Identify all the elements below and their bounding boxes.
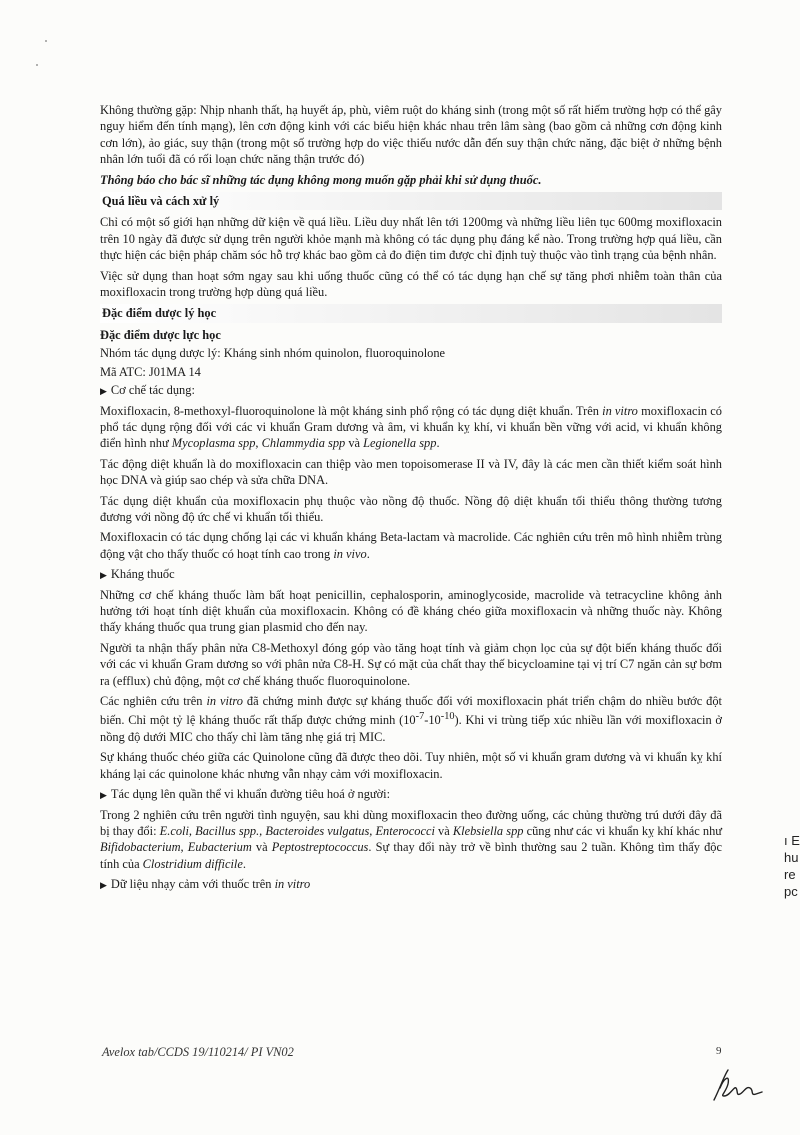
handwritten-initials-signature [706,1066,766,1106]
pharmacologic-group: Nhóm tác dụng dược lý: Kháng sinh nhóm quinolon, fluoroquinolone [100,346,446,361]
warning-note: Thông báo cho bác sĩ những tác dụng không mong muốn gặp phải khi sử dụng thuốc. [100,172,542,187]
atc-code: Mã ATC: J01MA 14 [100,364,201,379]
paragraph-mechanism-3: Tác dụng diệt khuẩn của moxifloxacin phụ thuộc vào nồng độ thuốc. Nồng độ diệt khuẩn tối thiểu thông thường tương đương với nồng độ ức chế vi khuẩn tối thiểu. [100,493,722,524]
paragraph-side-effects: Không thường gặp: Nhịp nhanh thất, hạ huyết áp, phù, viêm ruột do kháng sinh (trong một số rất hiếm trường hợp có thể gây nguy hiểm đến tính mạng), lên cơn động kinh với các biểu hiện khác nhau trên lâm sàng (bao gồm cả những cơn động kinh cơn lớn), ảo giác, suy thận (trong một số trường hợp do việc thiếu nước dẫn đến suy thận chức năng, đặc biệt ở những bệnh nhân lớn tuổi đã có rối loạn chức năng thận trước đó) [100,103,722,167]
triangle-bullet-icon: ▶ [100,570,107,581]
paragraph-overdose-2: Việc sử dụng than hoạt sớm ngay sau khi uống thuốc cũng có thể có tác dụng hạn chế sự tăng phơi nhiễm toàn thân của moxifloxacin trong trường hợp dùng quá liều. [100,268,722,300]
document-footer: Avelox tab/CCDS 19/110214/ PI VN02 [102,1045,294,1059]
bullet-mechanism: ▶ Cơ chế tác dụng: [100,383,195,398]
bullet-resistance: ▶ Kháng thuốc [100,567,175,582]
triangle-bullet-icon: ▶ [100,790,107,801]
subsection-heading-pharmacodynamics: Đặc điểm dược lực học [100,327,221,342]
triangle-bullet-icon: ▶ [100,386,107,397]
document-page [100,102,722,897]
bleed-text-line: pc [784,884,798,899]
bullet-in-vitro-sensitivity: ▶ Dữ liệu nhạy cảm với thuốc trên in vitro [100,877,311,892]
paragraph-mechanism-1: Moxifloxacin, 8-methoxyl-fluoroquinolone là một kháng sinh phổ rộng có tác dụng diệt khuẩn. Trên in vitro moxifloxacin có phổ tác dụng rộng đối với các vi khuẩn Gram dương và âm, vi khuẩn kỵ khí, vi khuẩn bền vững với acid, vi khuẩn không điển hình như Mycoplasma spp, Chlammydia spp và Legionella spp. [100,403,722,451]
bullet-gut-flora: ▶ Tác dụng lên quần thể vi khuẩn đường tiêu hoá ở người: [100,787,391,802]
paragraph-resistance-3: Các nghiên cứu trên in vitro đã chứng minh được sự kháng thuốc đối với moxifloxacin phát triển chậm do nhiều bước đột biến. Chỉ một tỷ lệ kháng thuốc rất thấp được chứng minh $(10^{-7}-10^{-10})$. Khi vi trùng tiếp xúc nhiều lần với moxifloxacin ở nồng độ dưới MIC cho thấy chỉ làm tăng nhẹ giá trị MIC. [100,694,722,744]
bleed-text-line: hu [784,850,799,865]
bleed-text-line: ı E [784,833,800,848]
bleed-text-line: re [784,867,796,882]
paragraph-gut-flora: Trong 2 nghiên cứu trên người tình nguyện, sau khi dùng moxifloxacin theo đường uống, các chủng thường trú dưới đây đã bị thay đổi: E.coli, Bacillus spp., Bacteroides vulgatus, Enterococci và Klebsiella spp cũng như các vi khuẩn kỵ khí khác như Bifidobacterium, Eubacterium và Peptostreptococcus. Sự thay đổi này trở về bình thường sau 2 tuần. Không tìm thấy độc tính của Clostridium difficile. [100,807,723,871]
paragraph-mechanism-4: Moxifloxacin có tác dụng chống lại các vi khuẩn kháng Beta-lactam và macrolide. Các nghiên cứu trên mô hình nhiễm trùng động vật cho thấy thuốc có hoạt tính cao trong in vivo. [100,530,722,561]
scan-speck [36,64,38,66]
paragraph-mechanism-2: Tác động diệt khuẩn là do moxifloxacin can thiệp vào men topoisomerase II và IV, đây là các men cần thiết kiểm soát hình học DNA và giúp sao chép và sửa chữa DNA. [100,456,722,488]
paragraph-resistance-1: Những cơ chế kháng thuốc làm bất hoạt penicillin, cephalosporin, aminoglycoside, macrolide và tetracycline không ảnh hưởng tới hoạt tính diệt khuẩn của moxifloxacin. Không có đề kháng chéo giữa moxifloxacin và những thuốc này. Không thấy kháng thuốc qua trung gian plasmid cho đến nay. [100,587,722,635]
page-number: 9 [716,1045,722,1057]
paragraph-overdose-1: Chỉ có một số giới hạn những dữ kiện về quá liều. Liều duy nhất lên tới 1200mg và những liều liên tục 600mg moxifloxacin trên 10 ngày đã được sử dụng trên người khỏe mạnh mà không có tác dụng phụ đáng kể nào. Trong trường hợp quá liều, cần thực hiện các biện pháp chăm sóc hỗ trợ khác bao gồm cả đo điện tim được chỉ định tuỳ thuộc vào tình trạng của bệnh nhân. [100,215,722,263]
paragraph-resistance-4: Sự kháng thuốc chéo giữa các Quinolone cũng đã được theo dõi. Tuy nhiên, một số vi khuẩn gram dương và vi khuẩn kỵ khí kháng lại các quinolone khác nhưng vẫn nhạy cảm với moxifloxacin. [100,750,722,781]
section-heading-overdose: Quá liều và cách xử lý [100,192,722,210]
section-heading-pharmacology: Đặc điểm dược lý học [100,304,722,322]
triangle-bullet-icon: ▶ [100,880,107,891]
paragraph-resistance-2: Người ta nhận thấy phân nửa C8-Methoxyl đóng góp vào tăng hoạt tính và giảm chọn lọc của sự đột biến kháng thuốc đối với các vi khuẩn Gram dương so với phân nửa C8-H. Sự có mặt của chất thay thế bicycloamine tại vị trí C7 ngăn cản sự bơm ra (efflux) chủ động, một cơ chế kháng thuốc fluoroquinolone. [100,640,722,688]
scan-speck [45,40,47,42]
